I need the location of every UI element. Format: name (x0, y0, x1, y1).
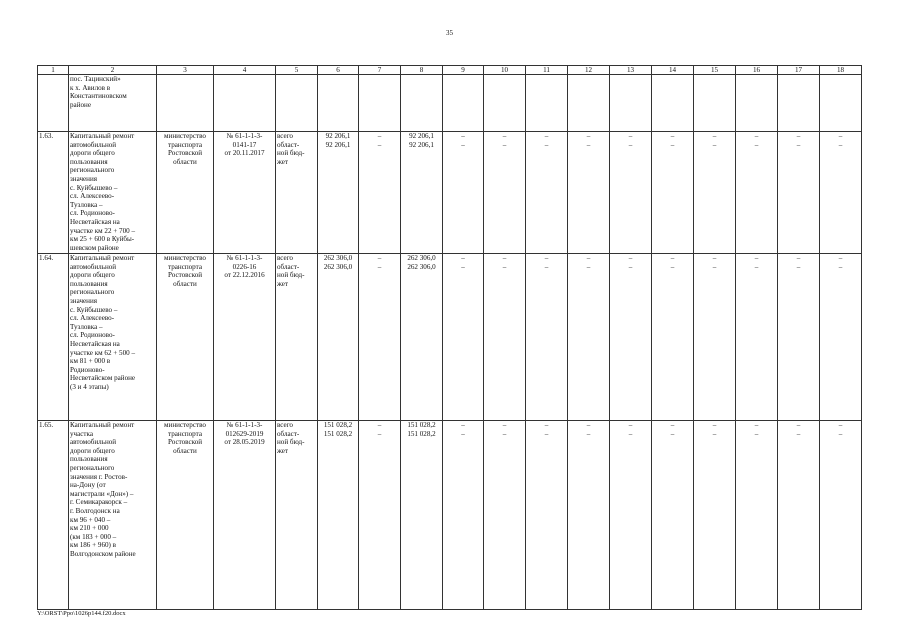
value-cell (820, 254, 862, 421)
object-name-line: км 96 + 040 – (70, 515, 111, 524)
funding-budget-line: ной бюд- (277, 438, 305, 447)
value-cell (318, 254, 359, 421)
object-name-line: магистрали «Дон») – (70, 489, 134, 498)
object-name-line: значения (70, 174, 98, 183)
object-name-line: Капитальный ремонт (70, 421, 135, 429)
object-name-line: Капитальный ремонт (70, 132, 135, 140)
value-cell (401, 132, 443, 254)
value-cell (736, 254, 778, 421)
column-number-cell: 4 (214, 66, 276, 75)
object-name-line: участке км 62 + 500 – (70, 348, 136, 357)
object-name-line: шевском районе (70, 243, 119, 252)
dash-value: – (377, 254, 382, 262)
dash-value: – (586, 254, 591, 262)
dash-value: – (586, 132, 591, 140)
dash-value: – (628, 132, 633, 140)
table-row (38, 254, 862, 421)
object-name-line: (км 183 + 000 – (70, 532, 117, 541)
object-name-line: пользования (70, 455, 108, 464)
customer-line: области (173, 279, 197, 288)
customer-cell (157, 132, 214, 254)
value-cell (820, 132, 862, 254)
object-name-line: участка (70, 429, 93, 438)
dash-value: – (461, 262, 465, 271)
file-path-footer: Y:\ORST\Ppo\1026p144.f20.docx (37, 610, 126, 617)
dash-value: – (377, 421, 382, 429)
value-cell (401, 421, 443, 610)
dash-value: – (628, 262, 633, 271)
empty-cell (443, 75, 484, 132)
document-line: № 61-1-1-3- (226, 421, 263, 429)
dash-value: – (712, 140, 717, 149)
object-name-cell (69, 254, 157, 421)
customer-line: Ростовской (167, 271, 203, 280)
funding-total-label: всего (277, 254, 293, 262)
customer-cell (157, 254, 214, 421)
object-name-line: регионального (70, 288, 115, 297)
funding-budget-line: област- (277, 262, 300, 271)
value-cell (484, 254, 526, 421)
column-number-cell: 3 (157, 66, 214, 75)
dash-value: – (461, 132, 465, 140)
customer-line: министерство (164, 254, 206, 262)
dash-value: – (796, 132, 801, 140)
empty-cell (318, 75, 359, 132)
object-name-line: Несветайском районе (70, 374, 136, 383)
amount-value: 92 206,1 (325, 140, 351, 149)
object-name-line: с. Куйбышево – (70, 183, 118, 192)
dash-value: – (754, 140, 759, 149)
amount-value: 92 206,1 (409, 140, 434, 149)
object-name-line: значения (70, 296, 98, 305)
row-number-cell (38, 75, 69, 132)
object-name-line: км 25 + 600 в Куйбы- (70, 235, 135, 244)
value-cell (610, 254, 652, 421)
column-number-cell: 13 (610, 66, 652, 75)
empty-cell (610, 75, 652, 132)
customer-line: Ростовской (167, 149, 203, 158)
value-cell (359, 132, 401, 254)
empty-cell (736, 75, 778, 132)
dash-value: – (544, 140, 549, 149)
dash-value: – (754, 429, 759, 438)
page-number: 35 (446, 29, 453, 37)
customer-line: министерство (164, 132, 206, 140)
object-name-cell (69, 132, 157, 254)
document-cell (214, 132, 276, 254)
column-number-cell: 10 (484, 66, 526, 75)
column-number-cell: 18 (820, 66, 862, 75)
customer-line: транспорта (168, 140, 202, 149)
dash-value: – (754, 132, 759, 140)
dash-value: – (712, 262, 717, 271)
object-name-line: регионального (70, 463, 115, 472)
dash-value: – (712, 429, 717, 438)
funding-budget-line: жет (277, 157, 289, 166)
funding-source-cell (276, 132, 318, 254)
dash-value: – (544, 262, 549, 271)
dash-value: – (377, 262, 382, 271)
customer-line: Ростовской (167, 438, 203, 447)
program-table (37, 65, 862, 610)
dash-value: – (544, 429, 549, 438)
object-name-line: значения г. Ростов- (70, 472, 128, 481)
value-cell (820, 421, 862, 610)
row-number-cell: 1.63. (38, 132, 69, 254)
dash-value: – (670, 262, 675, 271)
object-name-line: г. Волгодонск на (70, 506, 120, 515)
funding-budget-line: област- (277, 429, 300, 438)
object-name-line: сл. Родионово- (70, 209, 115, 218)
funding-source-cell (276, 421, 318, 610)
document-line: от 20.11.2017 (224, 149, 265, 158)
value-cell (736, 421, 778, 610)
customer-line: области (173, 446, 197, 455)
dash-value: – (838, 421, 843, 429)
value-cell (610, 421, 652, 610)
value-cell (694, 421, 736, 610)
empty-cell (568, 75, 610, 132)
customer-line: транспорта (168, 262, 202, 271)
value-cell (568, 132, 610, 254)
amount-value: 262 306,0 (407, 262, 436, 271)
value-cell (652, 421, 694, 610)
amount-value: 151 028,2 (407, 421, 436, 429)
amount-value: 262 306,0 (323, 254, 353, 262)
value-cell (318, 132, 359, 254)
funding-budget-line: област- (277, 140, 300, 149)
dash-value: – (544, 254, 549, 262)
column-number-cell: 11 (526, 66, 568, 75)
table-row (38, 132, 862, 254)
value-cell (652, 132, 694, 254)
object-name-line: км 186 + 960) в (70, 541, 117, 550)
empty-cell (157, 75, 214, 132)
funding-total-label: всего (277, 132, 293, 140)
object-name-line: районе (70, 100, 91, 109)
dash-value: – (461, 429, 465, 438)
value-cell (778, 421, 820, 610)
amount-value: 151 028,2 (323, 421, 353, 429)
empty-cell (820, 75, 862, 132)
dash-value: – (838, 429, 843, 438)
dash-value: – (461, 421, 465, 429)
value-cell (610, 132, 652, 254)
column-number-cell: 6 (318, 66, 359, 75)
value-cell (318, 421, 359, 610)
row-number-cell: 1.65. (38, 421, 69, 610)
dash-value: – (712, 132, 717, 140)
object-name-cell (69, 75, 157, 132)
dash-value: – (586, 429, 591, 438)
object-name-line: (3 и 4 этапы) (70, 382, 109, 391)
value-cell (568, 254, 610, 421)
funding-budget-line: ной бюд- (277, 149, 305, 158)
dash-value: – (796, 421, 801, 429)
dash-value: – (754, 421, 759, 429)
object-name-cell (69, 421, 157, 610)
dash-value: – (377, 429, 382, 438)
column-number-cell: 8 (401, 66, 443, 75)
dash-value: – (838, 132, 843, 140)
value-cell (401, 254, 443, 421)
document-line: № 61-1-1-3- (226, 132, 263, 140)
value-cell (484, 421, 526, 610)
object-name-line: Капитальный ремонт (70, 254, 135, 262)
empty-cell (484, 75, 526, 132)
document-line: от 28.05.2019 (224, 438, 265, 447)
column-number-cell: 5 (276, 66, 318, 75)
dash-value: – (838, 140, 843, 149)
dash-value: – (838, 254, 843, 262)
value-cell (694, 132, 736, 254)
object-name-line: Тузловка – (70, 200, 103, 209)
document-line: 0226-16 (232, 262, 257, 271)
object-name-line: дороги общего (70, 446, 115, 455)
dash-value: – (586, 140, 591, 149)
dash-value: – (586, 262, 591, 271)
object-name-line: км 210 + 000 (70, 524, 109, 533)
document-line: 012629-2019 (225, 429, 264, 438)
column-number-cell: 1 (38, 66, 69, 75)
dash-value: – (502, 262, 507, 271)
empty-cell (694, 75, 736, 132)
object-name-line: сл. Алексеево- (70, 192, 115, 201)
dash-value: – (628, 421, 633, 429)
dash-value: – (670, 429, 675, 438)
amount-value: 151 028,2 (407, 429, 436, 438)
empty-cell (276, 75, 318, 132)
dash-value: – (712, 254, 717, 262)
value-cell (568, 421, 610, 610)
dash-value: – (670, 140, 675, 149)
object-name-line: автомобильной (70, 438, 117, 447)
object-name-line: дороги общего (70, 271, 115, 280)
funding-budget-line: ной бюд- (277, 271, 305, 280)
dash-value: – (628, 254, 633, 262)
document-line: от 22.12.2016 (224, 271, 265, 280)
dash-value: – (461, 140, 465, 149)
value-cell (443, 421, 484, 610)
amount-value: 92 206,1 (325, 132, 351, 140)
dash-value: – (502, 132, 507, 140)
dash-value: – (670, 132, 675, 140)
customer-line: министерство (164, 421, 206, 429)
column-number-cell: 16 (736, 66, 778, 75)
object-name-line: участке км 22 + 700 – (70, 226, 136, 235)
document-cell (214, 254, 276, 421)
object-name-line: к х. Авилов в (70, 83, 111, 92)
object-name-line: на-Дону (от (70, 481, 106, 490)
dash-value: – (502, 254, 507, 262)
value-cell (778, 132, 820, 254)
object-name-line: регионального (70, 166, 115, 175)
dash-value: – (670, 254, 675, 262)
object-name-line: с. Куйбышево – (70, 305, 118, 314)
dash-value: – (796, 262, 801, 271)
value-cell (526, 132, 568, 254)
value-cell (736, 132, 778, 254)
empty-cell (778, 75, 820, 132)
dash-value: – (502, 140, 507, 149)
object-name-line: Тузловка – (70, 322, 103, 331)
dash-value: – (544, 421, 549, 429)
value-cell (778, 254, 820, 421)
column-number-cell: 15 (694, 66, 736, 75)
object-name-line: пос. Тацинский» (70, 75, 121, 83)
dash-value: – (502, 421, 507, 429)
document-line: 0141-17 (232, 140, 257, 149)
amount-value: 92 206,1 (409, 132, 434, 140)
object-name-line: Константиновском (70, 92, 127, 101)
customer-line: области (173, 157, 197, 166)
funding-budget-line: жет (277, 446, 289, 455)
table-row (38, 421, 862, 610)
object-name-line: автомобильной (70, 140, 117, 149)
row-number-cell: 1.64. (38, 254, 69, 421)
value-cell (443, 132, 484, 254)
column-number-cell: 17 (778, 66, 820, 75)
object-name-line: Несветайская на (70, 339, 120, 348)
document-cell (214, 421, 276, 610)
object-name-line: сл. Алексеево- (70, 314, 115, 323)
funding-total-label: всего (277, 421, 293, 429)
empty-cell (526, 75, 568, 132)
amount-value: 262 306,0 (323, 262, 353, 271)
empty-cell (401, 75, 443, 132)
column-number-cell: 12 (568, 66, 610, 75)
object-name-line: пользования (70, 157, 108, 166)
customer-cell (157, 421, 214, 610)
value-cell (652, 254, 694, 421)
dash-value: – (796, 254, 801, 262)
dash-value: – (754, 254, 759, 262)
funding-source-cell (276, 254, 318, 421)
dash-value: – (628, 429, 633, 438)
dash-value: – (796, 140, 801, 149)
customer-line: транспорта (168, 429, 202, 438)
amount-value: 151 028,2 (323, 429, 353, 438)
dash-value: – (377, 132, 382, 140)
document-line: № 61-1-1-3- (226, 254, 263, 262)
object-name-line: км 81 + 000 в (70, 357, 111, 366)
dash-value: – (670, 421, 675, 429)
header-row (38, 66, 862, 75)
object-name-line: Волгодонском районе (70, 549, 136, 558)
table-row (38, 75, 862, 132)
value-cell (484, 132, 526, 254)
dash-value: – (712, 421, 717, 429)
value-cell (526, 254, 568, 421)
object-name-line: сл. Родионово- (70, 331, 115, 340)
value-cell (359, 421, 401, 610)
empty-cell (359, 75, 401, 132)
value-cell (359, 254, 401, 421)
empty-cell (214, 75, 276, 132)
dash-value: – (377, 140, 382, 149)
funding-budget-line: жет (277, 279, 289, 288)
object-name-line: Родионово- (70, 365, 105, 374)
object-name-line: автомобильной (70, 262, 117, 271)
empty-cell (652, 75, 694, 132)
dash-value: – (461, 254, 465, 262)
value-cell (443, 254, 484, 421)
value-cell (526, 421, 568, 610)
object-name-line: Несветайская на (70, 217, 120, 226)
dash-value: – (628, 140, 633, 149)
column-number-cell: 7 (359, 66, 401, 75)
object-name-line: пользования (70, 279, 108, 288)
amount-value: 262 306,0 (407, 254, 436, 262)
object-name-line: г. Семикаракорск – (70, 498, 128, 507)
column-number-cell: 14 (652, 66, 694, 75)
object-name-line: дороги общего (70, 149, 115, 158)
dash-value: – (544, 132, 549, 140)
dash-value: – (502, 429, 507, 438)
dash-value: – (754, 262, 759, 271)
dash-value: – (586, 421, 591, 429)
column-number-cell: 2 (69, 66, 157, 75)
value-cell (694, 254, 736, 421)
column-number-cell: 9 (443, 66, 484, 75)
dash-value: – (796, 429, 801, 438)
dash-value: – (838, 262, 843, 271)
